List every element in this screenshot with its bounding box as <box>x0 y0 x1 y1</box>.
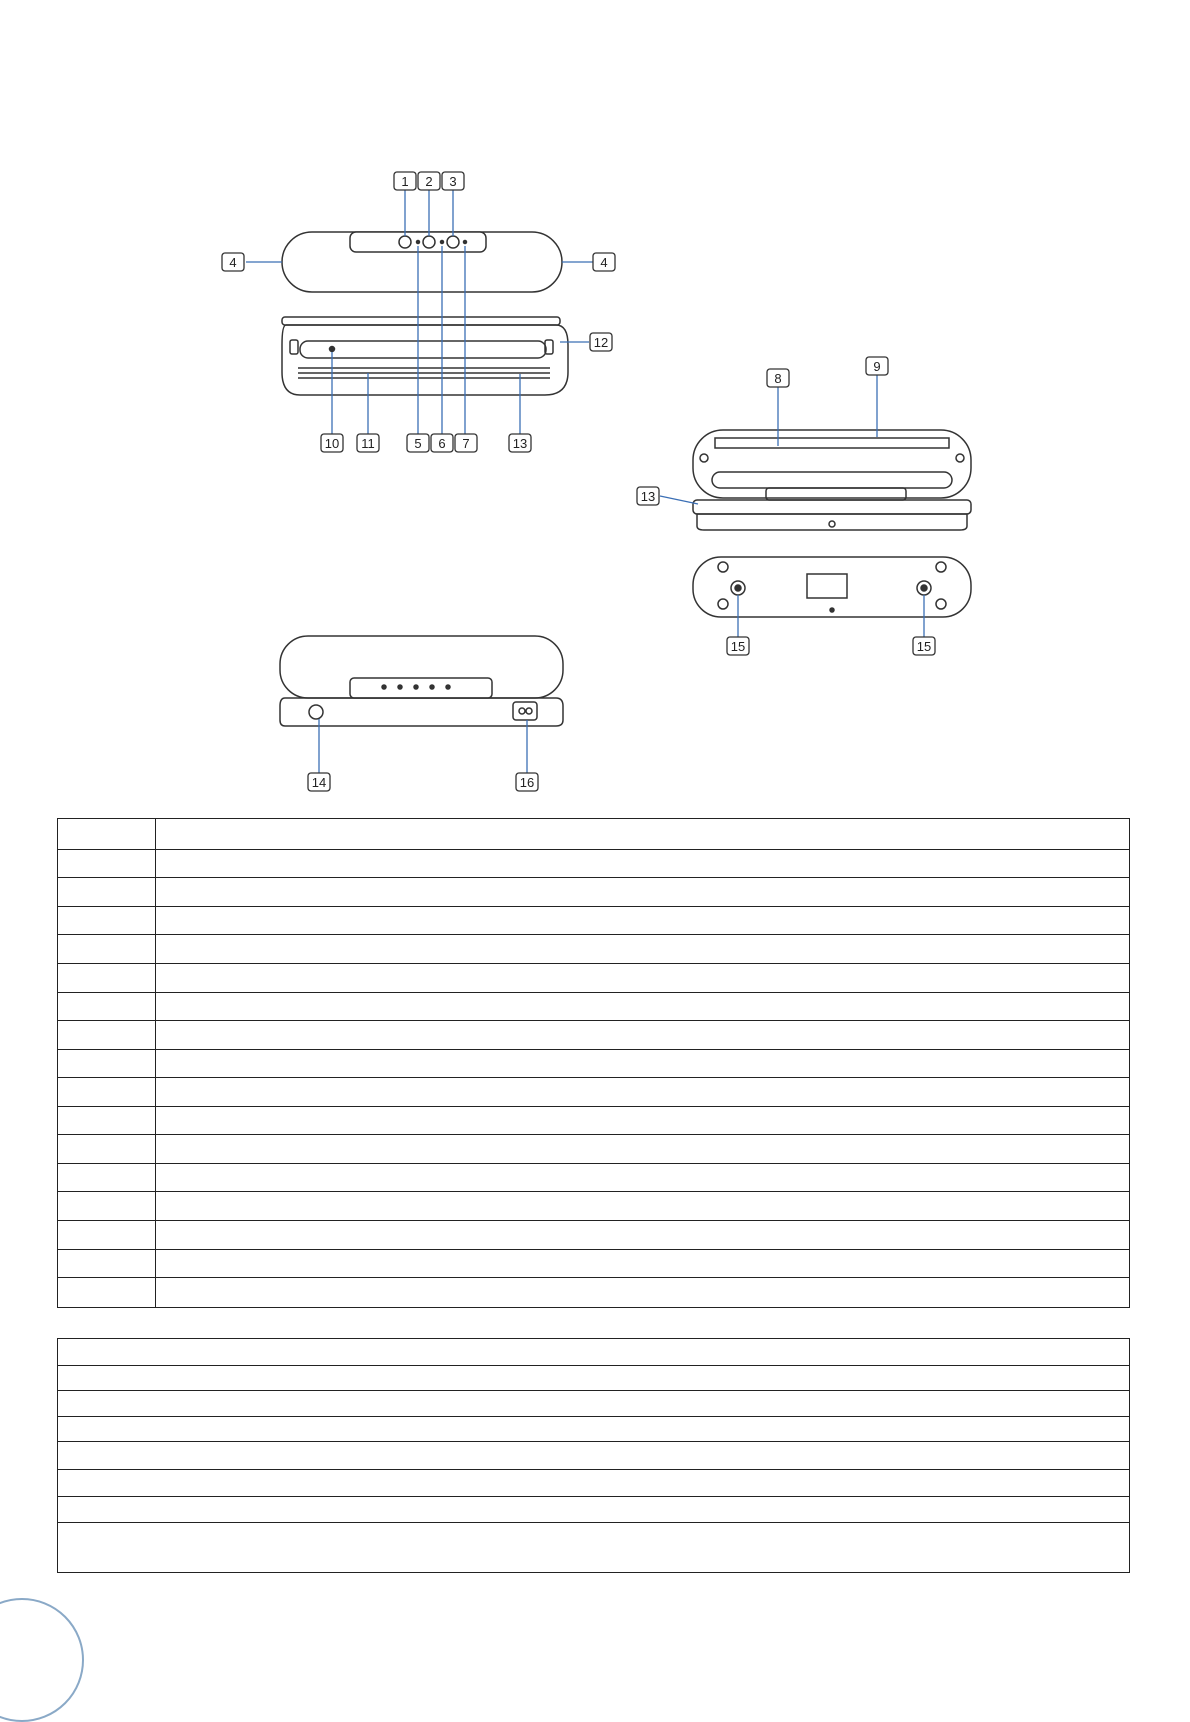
spec-table <box>57 1338 1130 1573</box>
table-row <box>58 1523 1130 1573</box>
table-row <box>58 850 1130 878</box>
callout-9 <box>866 357 888 375</box>
callout-15-right <box>913 637 935 655</box>
table-cell <box>156 1221 1130 1250</box>
svg-text:9: 9 <box>873 359 881 374</box>
table-cell <box>156 935 1130 964</box>
table-cell <box>156 993 1130 1021</box>
table-row <box>58 1164 1130 1192</box>
table-row <box>58 1078 1130 1107</box>
table-cell <box>58 1366 1130 1391</box>
table-cell <box>156 1078 1130 1107</box>
table-cell <box>156 1250 1130 1278</box>
svg-text:13: 13 <box>640 489 656 504</box>
table-cell <box>58 964 156 993</box>
leader-lines <box>246 190 924 773</box>
table-cell <box>156 1021 1130 1050</box>
table-cell <box>58 1192 156 1221</box>
table-row <box>58 819 1130 850</box>
table-row <box>58 907 1130 935</box>
table-row <box>58 1107 1130 1135</box>
table-row <box>58 964 1130 993</box>
svg-text:4: 4 <box>600 255 608 270</box>
svg-text:2: 2 <box>425 174 433 189</box>
table-row <box>58 1339 1130 1366</box>
table-row <box>58 1250 1130 1278</box>
front-view <box>282 232 568 395</box>
table-cell <box>58 1523 1130 1573</box>
table-row <box>58 1278 1130 1308</box>
callout-6 <box>431 434 453 452</box>
table-row <box>58 935 1130 964</box>
table-cell <box>156 1164 1130 1192</box>
callout-3 <box>442 172 464 190</box>
table-cell <box>58 1164 156 1192</box>
table-cell <box>58 907 156 935</box>
table-row <box>58 1366 1130 1391</box>
svg-text:4: 4 <box>229 255 237 270</box>
table-cell <box>58 1497 1130 1523</box>
table-row <box>58 1135 1130 1164</box>
table-row <box>58 993 1130 1021</box>
svg-text:8: 8 <box>774 371 782 386</box>
svg-text:16: 16 <box>519 775 535 790</box>
table-row <box>58 1021 1130 1050</box>
table-cell <box>58 850 156 878</box>
callout-5 <box>407 434 429 452</box>
callout-1 <box>394 172 416 190</box>
table-cell <box>156 850 1130 878</box>
table-cell <box>58 993 156 1021</box>
underside-view <box>693 557 971 617</box>
table-cell <box>156 1050 1130 1078</box>
callout-7 <box>455 434 477 452</box>
callout-15-left <box>727 637 749 655</box>
table-cell <box>58 1078 156 1107</box>
table-cell <box>58 819 156 850</box>
callout-2 <box>418 172 440 190</box>
table-row <box>58 1391 1130 1417</box>
table-row <box>58 1417 1130 1442</box>
parts-table <box>57 818 1130 1308</box>
back-view <box>280 636 563 726</box>
table-row <box>58 1442 1130 1470</box>
svg-text:14: 14 <box>311 775 327 790</box>
table-cell <box>156 1107 1130 1135</box>
table-row <box>58 1050 1130 1078</box>
table-cell <box>156 964 1130 993</box>
table-cell <box>58 1107 156 1135</box>
svg-text:12: 12 <box>593 335 609 350</box>
callout-11 <box>357 434 379 452</box>
callout-13-front <box>509 434 531 452</box>
svg-text:6: 6 <box>438 436 446 451</box>
table-cell <box>58 1339 1130 1366</box>
table-cell <box>58 1050 156 1078</box>
table-cell <box>58 1278 156 1308</box>
svg-text:3: 3 <box>449 174 457 189</box>
callout-4-left <box>222 253 244 271</box>
table-cell <box>156 878 1130 907</box>
callout-4-right <box>593 253 615 271</box>
svg-text:1: 1 <box>401 174 409 189</box>
callout-12 <box>590 333 612 351</box>
callout-16 <box>516 773 538 791</box>
table-row <box>58 878 1130 907</box>
table-cell <box>58 1391 1130 1417</box>
callout-13-side <box>637 487 659 505</box>
svg-text:5: 5 <box>414 436 422 451</box>
svg-text:10: 10 <box>324 436 340 451</box>
table-cell <box>58 1250 156 1278</box>
page-number-badge <box>0 1598 84 1722</box>
table-row <box>58 1221 1130 1250</box>
svg-text:7: 7 <box>462 436 470 451</box>
table-cell <box>58 935 156 964</box>
table-row <box>58 1497 1130 1523</box>
table-cell <box>156 1135 1130 1164</box>
table-cell <box>58 1442 1130 1470</box>
table-cell <box>58 878 156 907</box>
table-cell <box>58 1417 1130 1442</box>
table-cell <box>58 1221 156 1250</box>
product-diagram <box>0 0 1190 800</box>
callout-14 <box>308 773 330 791</box>
table-cell <box>156 819 1130 850</box>
svg-text:15: 15 <box>916 639 932 654</box>
svg-text:11: 11 <box>361 436 375 451</box>
table-row <box>58 1470 1130 1497</box>
svg-text:13: 13 <box>512 436 528 451</box>
callout-8 <box>767 369 789 387</box>
table-cell <box>156 907 1130 935</box>
table-cell <box>58 1135 156 1164</box>
callout-10 <box>321 434 343 452</box>
open-view <box>693 430 971 530</box>
svg-text:15: 15 <box>730 639 746 654</box>
table-cell <box>58 1021 156 1050</box>
table-cell <box>156 1278 1130 1308</box>
diagram-svg <box>0 0 1190 800</box>
table-row <box>58 1192 1130 1221</box>
table-cell <box>156 1192 1130 1221</box>
table-cell <box>58 1470 1130 1497</box>
